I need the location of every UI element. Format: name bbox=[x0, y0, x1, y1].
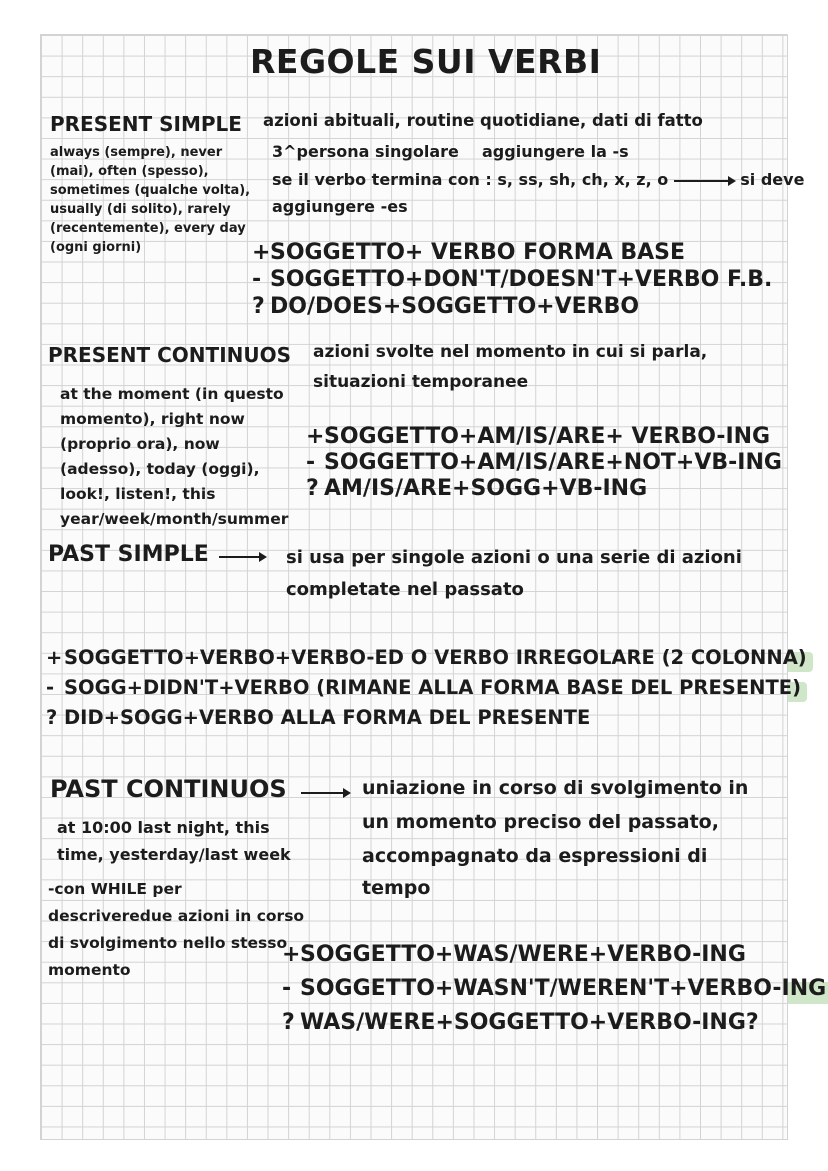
past-continuous-heading: PAST CONTINUOS bbox=[50, 775, 287, 803]
rule-sign: ? bbox=[46, 706, 58, 729]
rule-sign: ? bbox=[282, 1010, 295, 1035]
rule-text: SOGGETTO+VERBO+VERBO-ED O VERBO IRREGOLARE (2 COLONNA) bbox=[64, 646, 807, 669]
past-simple-description-2: completate nel passato bbox=[286, 579, 524, 600]
arrow-right-icon bbox=[301, 792, 349, 794]
rule-text: SOGG+DIDN'T+VERBO (RIMANE ALLA FORMA BASE DEL PRESENTE) bbox=[64, 676, 801, 699]
rule-text: SOGGETTO+WASN'T/WEREN'T+VERBO-ING bbox=[300, 976, 827, 1001]
rule-sign: ? bbox=[252, 294, 265, 319]
rule-sign: + bbox=[282, 942, 301, 967]
rule-text: SOGGETTO+WAS/WERE+VERBO-ING bbox=[300, 942, 746, 967]
present-simple-third-person: 3^persona singolare bbox=[272, 142, 459, 161]
present-continuous-rule-question bbox=[306, 476, 647, 502]
past-continuous-keywords-2: time, yesterday/last week bbox=[57, 845, 291, 864]
rule-sign: - bbox=[252, 267, 262, 292]
page-title: REGOLE SUI VERBI bbox=[250, 42, 602, 81]
present-continuous-keywords: at the moment (in questo momento), right now (proprio ora), now (adesso), today (oggi), look!, listen!, this year/week/month/summer bbox=[60, 385, 289, 528]
present-simple-add-es: aggiungere -es bbox=[272, 197, 408, 216]
past-simple-heading-row bbox=[48, 542, 271, 567]
past-continuous-rule-negative bbox=[282, 976, 826, 1002]
rule-sign: - bbox=[46, 676, 55, 699]
rule-sign: + bbox=[252, 240, 271, 265]
past-simple-rule-negative bbox=[46, 673, 801, 703]
past-continuous-while-note: -con WHILE per descriveredue azioni in corso di svolgimento nello stesso momento bbox=[48, 880, 305, 979]
present-continuous-description-2: situazioni temporanee bbox=[313, 372, 529, 392]
rule-text: SOGGETTO+AM/IS/ARE+ VERBO-ING bbox=[324, 424, 771, 449]
rule-text: SOGGETTO+ VERBO FORMA BASE bbox=[270, 240, 686, 265]
rule-text: AM/IS/ARE+SOGG+VB-ING bbox=[324, 476, 648, 501]
present-simple-add-s: aggiungere la -s bbox=[482, 142, 629, 161]
present-simple-rule-negative bbox=[252, 267, 772, 293]
present-continuous-description-1: azioni svolte nel momento in cui si parla, bbox=[313, 342, 708, 362]
past-continuous-description-1: uniazione in corso di svolgimento in bbox=[362, 777, 749, 799]
rule-sign: - bbox=[282, 976, 292, 1001]
rule-text: SOGGETTO+AM/IS/ARE+NOT+VB-ING bbox=[324, 450, 782, 475]
present-simple-rule-question bbox=[252, 294, 639, 320]
rule-sign: + bbox=[46, 646, 63, 669]
rule-text: SOGGETTO+DON'T/DOESN'T+VERBO F.B. bbox=[270, 267, 773, 292]
past-continuous-keywords-1: at 10:00 last night, this bbox=[57, 818, 270, 837]
past-continuous-heading-row bbox=[50, 775, 355, 803]
arrow-right-icon bbox=[674, 180, 734, 182]
present-simple-description: azioni abituali, routine quotidiane, dati di fatto bbox=[263, 111, 703, 130]
past-continuous-description-3: accompagnato da espressioni di bbox=[362, 845, 708, 867]
present-simple-ending-text: se il verbo termina con : s, ss, sh, ch, x, z, o bbox=[272, 170, 669, 189]
past-continuous-rule-positive bbox=[282, 942, 746, 968]
rule-sign: + bbox=[306, 424, 325, 449]
rule-sign: ? bbox=[306, 476, 319, 501]
present-continuous-rule-negative bbox=[306, 450, 782, 476]
present-simple-keywords: always (sempre), never (mai), often (spesso), sometimes (qualche volta), usually (di solito), rarely (recentemente), every day (ogni giorni) bbox=[50, 145, 251, 255]
rule-sign: - bbox=[306, 450, 316, 475]
past-simple-heading: PAST SIMPLE bbox=[48, 542, 209, 567]
present-continuous-heading: PRESENT CONTINUOS bbox=[48, 343, 292, 367]
present-simple-rule-positive bbox=[252, 240, 685, 266]
past-simple-rule-positive bbox=[46, 643, 807, 673]
present-simple-must: si deve bbox=[740, 170, 805, 189]
arrow-right-icon bbox=[219, 556, 265, 558]
past-simple-description-1: si usa per singole azioni o una serie di azioni bbox=[286, 547, 742, 568]
present-continuous-rule-positive bbox=[306, 424, 770, 450]
past-continuous-description-2: un momento preciso del passato, bbox=[362, 811, 719, 833]
past-continuous-rule-question bbox=[282, 1010, 759, 1036]
rule-text: DO/DOES+SOGGETTO+VERBO bbox=[270, 294, 640, 319]
rule-text: DID+SOGG+VERBO ALLA FORMA DEL PRESENTE bbox=[64, 706, 591, 729]
present-simple-heading: PRESENT SIMPLE bbox=[50, 112, 242, 136]
past-continuous-description-4: tempo bbox=[362, 877, 431, 899]
rule-text: WAS/WERE+SOGGETTO+VERBO-ING? bbox=[300, 1010, 759, 1035]
past-simple-rule-question bbox=[46, 703, 590, 733]
